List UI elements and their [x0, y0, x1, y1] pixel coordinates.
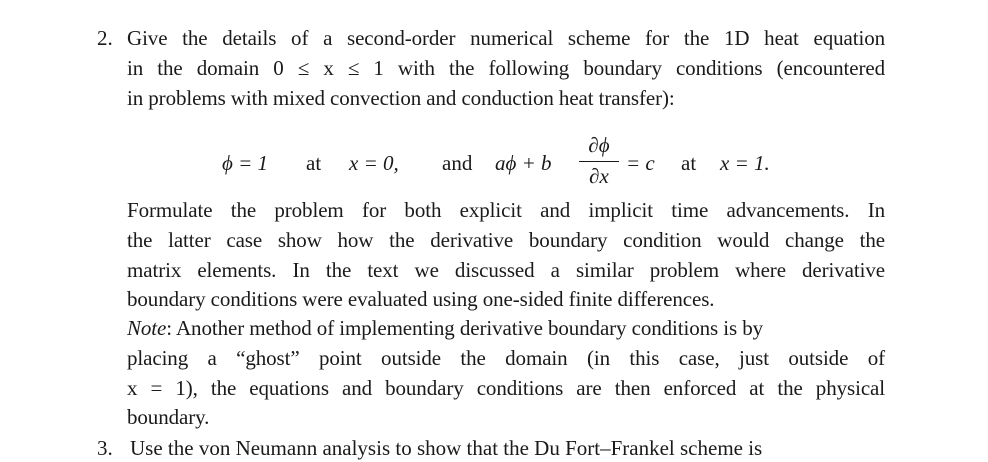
note-line-4: boundary. [127, 405, 210, 429]
eq-expression: aϕ + b [495, 151, 552, 175]
note-line-1 [127, 314, 763, 342]
next-problem-number: 3. [97, 436, 113, 460]
para-line-1: Formulate the problem for both explicit and implicit time advancements. In [127, 198, 885, 222]
problem-number: 2. [97, 26, 113, 50]
para-line-4: boundary conditions were evaluated using one-sided finite differences. [127, 287, 715, 311]
para-line-3: matrix elements. In the text we discussed a similar problem where derivative [127, 258, 885, 282]
eq-at-1: at [306, 151, 322, 175]
eq-and: and [442, 151, 473, 175]
problem-line-3: in problems with mixed convection and conduction heat transfer): [127, 86, 675, 110]
next-problem-text: Use the von Neumann analysis to show that the Du Fort–Frankel scheme is [130, 436, 763, 460]
problem-line-1: Give the details of a second-order numerical scheme for the 1D heat equation [127, 26, 885, 50]
boundary-condition-equation [222, 132, 802, 192]
eq-fraction-denominator: ∂x [589, 164, 609, 188]
eq-fraction-numerator: ∂ϕ [588, 133, 610, 157]
next-problem-line [97, 434, 762, 462]
eq-fraction [577, 132, 621, 192]
eq-at-2: at [681, 151, 697, 175]
note-label: Note [127, 316, 167, 340]
eq-x-equals-zero: x = 0, [349, 151, 399, 175]
note-text: : Another method of implementing derivative boundary conditions is by [166, 316, 764, 340]
eq-phi-equals-one: ϕ = 1 [222, 151, 269, 175]
para-line-2: the latter case show how the derivative boundary condition would change the [127, 228, 885, 252]
note-line-2: placing a “ghost” point outside the domain (in this case, just outside of [127, 346, 885, 370]
problem-line-2: in the domain 0 ≤ x ≤ 1 with the following boundary conditions (encountered [127, 56, 885, 80]
eq-x-equals-one: x = 1. [720, 151, 770, 175]
eq-rhs: = c [626, 151, 655, 175]
note-line-3: x = 1), the equations and boundary conditions are then enforced at the physical [127, 376, 885, 400]
